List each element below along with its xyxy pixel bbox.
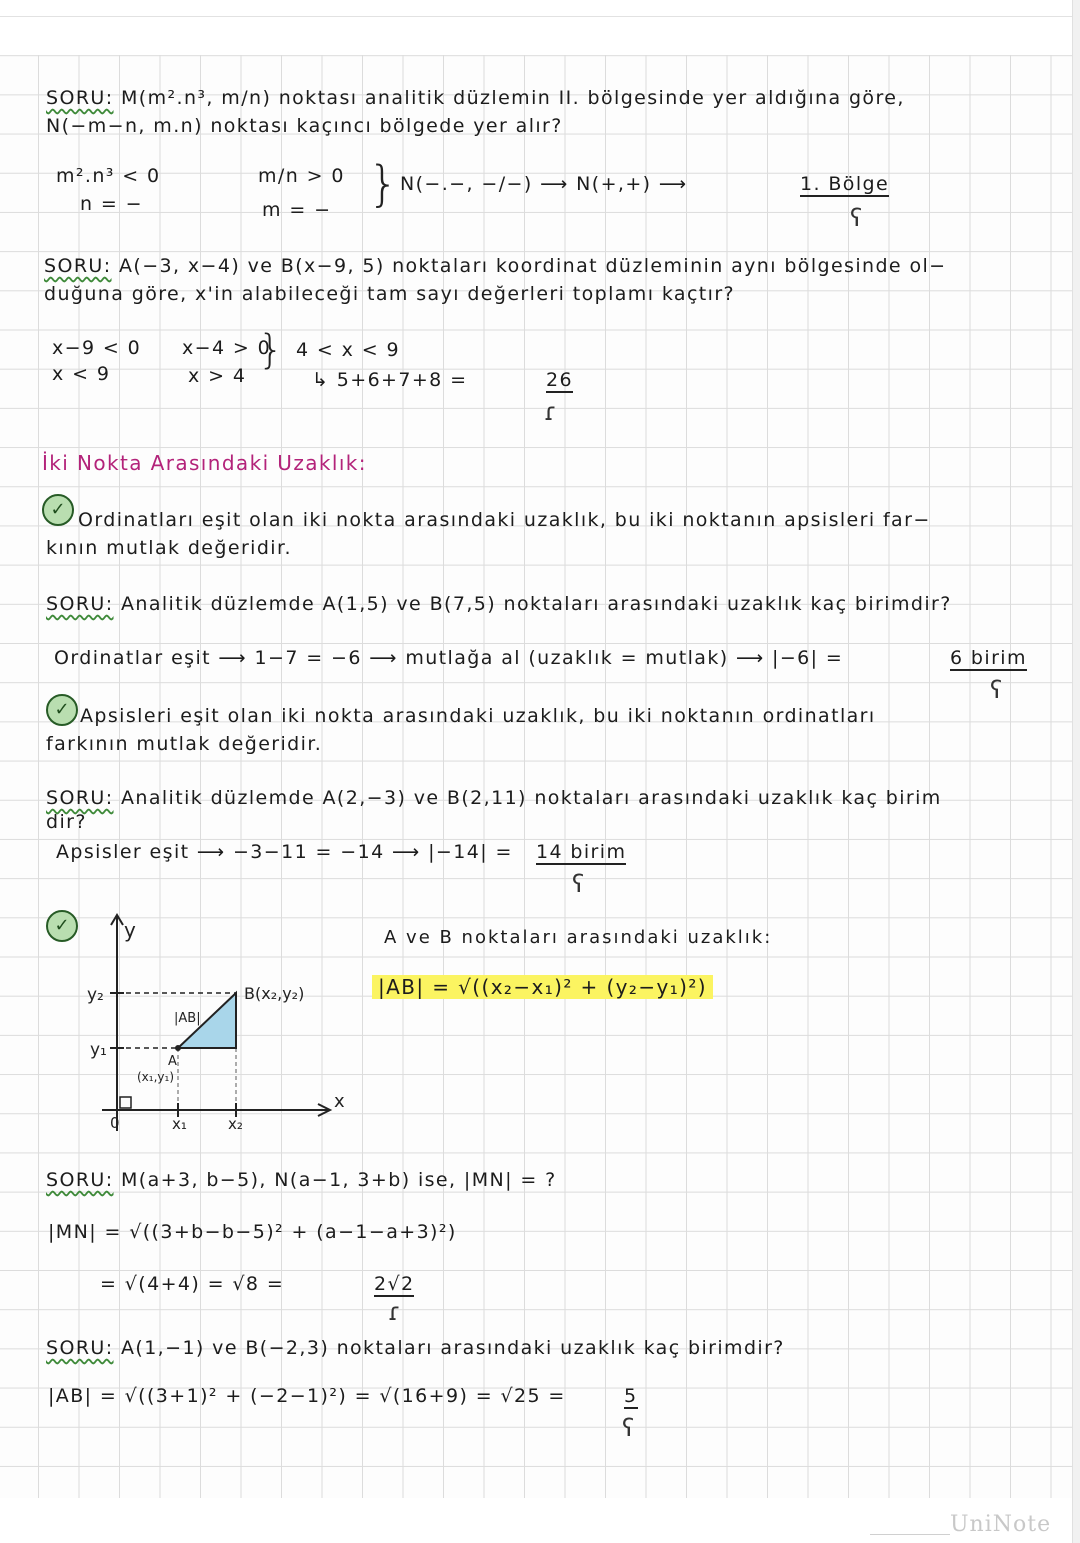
check-icon: ✓ bbox=[42, 494, 74, 526]
question-4-text-line2: dir? bbox=[46, 811, 87, 833]
y1-label: y₁ bbox=[90, 1040, 107, 1060]
question-1-text-line1: SORU: M(m².n³, m/n) noktası analitik düzlemin II. bölgesinde yer aldığına göre, bbox=[46, 87, 905, 109]
soru-label: SORU: bbox=[46, 787, 114, 809]
soru-label: SORU: bbox=[46, 1337, 114, 1359]
work-step: x < 9 bbox=[52, 363, 111, 385]
brace-symbol: } bbox=[258, 327, 284, 373]
rule-2-text-line1: Apsisleri eşit olan iki nokta arasındaki uzaklık, bu iki noktanın ordinatları bbox=[80, 705, 876, 727]
question-5-text: SORU: M(a+3, b−5), N(a−1, 3+b) ise, |MN| = ? bbox=[46, 1169, 557, 1191]
y-axis-label: y bbox=[124, 918, 136, 942]
question-4-text-line1: SORU: Analitik düzlemde A(2,−3) ve B(2,11) noktaları arasındaki uzaklık kaç birim bbox=[46, 787, 942, 809]
point-a-label: A bbox=[168, 1054, 177, 1069]
soru-label: SORU: bbox=[46, 593, 114, 615]
sum: ↳ 5+6+7+8 = bbox=[312, 369, 468, 391]
rule-2-text-line2: farkının mutlak değeridir. bbox=[46, 733, 323, 755]
y2-label: y₂ bbox=[87, 985, 104, 1005]
brace-symbol: } bbox=[368, 156, 399, 212]
section-title: İki Nokta Arasındaki Uzaklık: bbox=[42, 451, 367, 475]
question-2-text-line1: SORU: A(−3, x−4) ve B(x−9, 5) noktaları koordinat düzleminin aynı bölgesinde ol− bbox=[44, 255, 947, 277]
work-step: x−4 > 0 bbox=[182, 337, 272, 359]
question-2-text-line2: duğuna göre, x'in alabileceği tam sayı değerleri toplamı kaçtır? bbox=[44, 283, 736, 305]
work-step: m².n³ < 0 bbox=[56, 165, 161, 187]
work-step: x > 4 bbox=[188, 365, 247, 387]
page-top-margin bbox=[0, 0, 1080, 55]
answer-mark-icon: ɾ bbox=[544, 398, 557, 426]
answer: 1. Bölge bbox=[800, 173, 890, 195]
rule-1-text-line1: Ordinatları eşit olan iki nokta arasındaki uzaklık, bu iki noktanın apsisleri far− bbox=[78, 509, 931, 531]
work-step: m/n > 0 bbox=[258, 165, 345, 187]
formula-caption: A ve B noktaları arasındaki uzaklık: bbox=[384, 927, 773, 948]
answer-mark-icon: ɾ bbox=[388, 1298, 401, 1326]
work-step: |AB| = √((3+1)² + (−2−1)²) = √(16+9) = √25 = bbox=[48, 1385, 566, 1407]
question-3-text: SORU: Analitik düzlemde A(1,5) ve B(7,5) noktaları arasındaki uzaklık kaç birimdir? bbox=[46, 593, 952, 615]
question-1-text-line2: N(−m−n, m.n) noktası kaçıncı bölgede yer alır? bbox=[46, 115, 563, 137]
soru-label: SORU: bbox=[44, 255, 112, 277]
answer: 26 bbox=[546, 369, 573, 391]
answer-mark-icon: ʕ bbox=[850, 204, 863, 232]
soru-label: SORU: bbox=[46, 1169, 114, 1191]
x1-label: x₁ bbox=[172, 1115, 187, 1133]
point-a-coords: (x₁,y₁) bbox=[137, 1070, 175, 1084]
answer: 6 birim bbox=[950, 647, 1027, 669]
x-axis-label: x bbox=[334, 1091, 345, 1112]
formula-highlight: |AB| = √((x₂−x₁)² + (y₂−y₁)²) bbox=[372, 975, 713, 999]
distance-diagram bbox=[80, 905, 380, 1135]
answer-mark-icon: ʕ bbox=[990, 676, 1003, 704]
answer: 5 bbox=[624, 1385, 638, 1407]
work-chain: N(−.−, −/−) ⟶ N(+,+) ⟶ bbox=[400, 173, 688, 195]
page-bottom-margin bbox=[0, 1498, 1080, 1543]
distance-formula bbox=[372, 976, 713, 998]
work-step: |MN| = √((3+b−b−5)² + (a−1−a+3)²) bbox=[48, 1221, 457, 1243]
origin-label: 0 bbox=[110, 1114, 120, 1132]
check-icon: ✓ bbox=[46, 910, 78, 942]
page-edge bbox=[1072, 0, 1080, 1543]
work-step: m = − bbox=[262, 199, 332, 221]
range: 4 < x < 9 bbox=[296, 339, 401, 361]
answer-mark-icon: ʕ bbox=[572, 870, 585, 898]
work-step: Ordinatlar eşit ⟶ 1−7 = −6 ⟶ mutlağa al (uzaklık = mutlak) ⟶ |−6| = bbox=[54, 647, 844, 669]
point-b-label: B(x₂,y₂) bbox=[244, 984, 305, 1003]
point-a bbox=[175, 1045, 181, 1051]
question-6-text: SORU: A(1,−1) ve B(−2,3) noktaları arasındaki uzaklık kaç birimdir? bbox=[46, 1337, 785, 1359]
work-step: = √(4+4) = √8 = bbox=[100, 1273, 285, 1295]
rule-1-text-line2: kının mutlak değeridir. bbox=[46, 537, 292, 559]
work-step: x−9 < 0 bbox=[52, 337, 142, 359]
segment-label: |AB| bbox=[174, 1011, 201, 1026]
work-step: Apsisler eşit ⟶ −3−11 = −14 ⟶ |−14| = bbox=[56, 841, 513, 863]
right-angle-mark bbox=[120, 1097, 131, 1108]
check-icon: ✓ bbox=[46, 694, 78, 726]
answer-mark-icon: ʕ bbox=[622, 1414, 635, 1442]
x2-label: x₂ bbox=[228, 1115, 243, 1133]
work-step: n = − bbox=[80, 193, 143, 215]
watermark-line bbox=[870, 1534, 950, 1535]
soru-label: SORU: bbox=[46, 87, 114, 109]
answer: 2√2 bbox=[374, 1273, 415, 1295]
watermark-logo: UniNote bbox=[950, 1512, 1052, 1537]
answer: 14 birim bbox=[536, 841, 627, 863]
